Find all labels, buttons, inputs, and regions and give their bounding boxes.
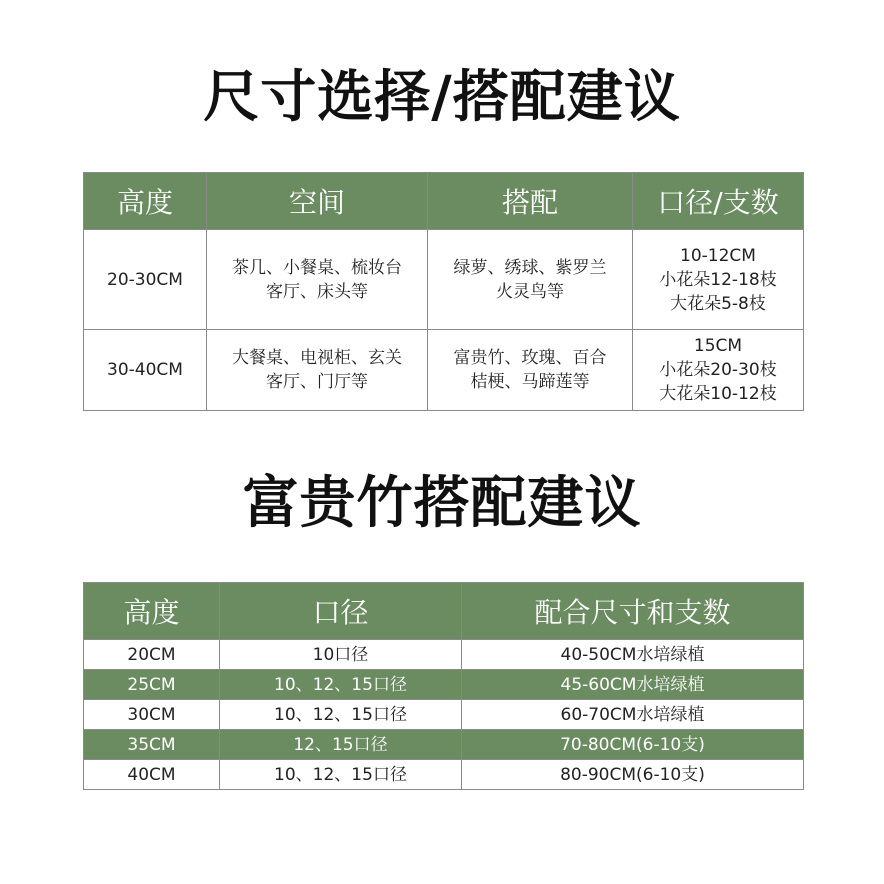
cell-spec-line: 15CM	[693, 336, 743, 356]
header-caliber-count: 口径/支数	[633, 173, 804, 230]
cell-space-line: 大餐桌、电视柜、玄关	[232, 348, 402, 368]
cell-match-line: 桔梗、马蹄莲等	[470, 372, 590, 392]
cell-space-line: 茶几、小餐桌、梳妆台	[232, 257, 402, 278]
cell-height: 30CM	[84, 700, 220, 730]
cell-height: 40CM	[84, 760, 220, 790]
cell-match	[428, 330, 633, 411]
cell-spec-line: 大花朵5-8枝	[670, 293, 766, 314]
cell-match-line: 火灵鸟等	[496, 281, 564, 302]
table-row	[84, 730, 804, 760]
cell-match-line: 绿萝、绣球、紫罗兰	[453, 257, 607, 278]
table-row	[84, 230, 804, 330]
cell-caliber: 10口径	[220, 640, 462, 670]
table-row	[84, 330, 804, 411]
cell-height: 25CM	[84, 670, 220, 700]
cell-space-line: 客厅、门厅等	[266, 372, 368, 392]
table-row	[84, 760, 804, 790]
cell-caliber: 10、12、15口径	[220, 700, 462, 730]
header-height: 高度	[84, 173, 207, 230]
cell-spec-line: 10-12CM	[680, 245, 756, 266]
table-row	[84, 670, 804, 700]
cell-spec-line: 小花朵20-30枝	[659, 360, 777, 380]
header-space: 空间	[207, 173, 428, 230]
size-selection-table	[83, 172, 804, 411]
header-match: 搭配	[428, 173, 633, 230]
cell-height: 20CM	[84, 640, 220, 670]
cell-height: 20-30CM	[84, 230, 207, 330]
bamboo-match-title: 富贵竹搭配建议	[242, 471, 642, 536]
cell-spec: 45-60CM水培绿植	[462, 670, 804, 700]
table-row	[84, 640, 804, 670]
cell-spec: 40-50CM水培绿植	[462, 640, 804, 670]
cell-match	[428, 230, 633, 330]
table-row	[84, 700, 804, 730]
table-header-row	[84, 583, 804, 640]
cell-spec-line: 小花朵12-18枝	[659, 269, 777, 290]
cell-spec: 70-80CM(6-10支)	[462, 730, 804, 760]
bamboo-match-table	[83, 582, 804, 790]
cell-height: 35CM	[84, 730, 220, 760]
cell-caliber: 10、12、15口径	[220, 760, 462, 790]
header-size-count: 配合尺寸和支数	[462, 583, 804, 640]
cell-caliber: 10、12、15口径	[220, 670, 462, 700]
size-selection-title: 尺寸选择/搭配建议	[203, 65, 681, 130]
cell-height: 30-40CM	[84, 330, 207, 411]
cell-spec	[633, 230, 804, 330]
cell-spec: 60-70CM水培绿植	[462, 700, 804, 730]
header-caliber: 口径	[220, 583, 462, 640]
cell-match-line: 富贵竹、玫瑰、百合	[453, 348, 607, 368]
cell-space-line: 客厅、床头等	[266, 281, 368, 302]
cell-spec: 80-90CM(6-10支)	[462, 760, 804, 790]
table-header-row	[84, 173, 804, 230]
cell-spec	[633, 330, 804, 411]
cell-caliber: 12、15口径	[220, 730, 462, 760]
cell-space	[207, 230, 428, 330]
header-height: 高度	[84, 583, 220, 640]
cell-spec-line: 大花朵10-12枝	[659, 384, 777, 404]
cell-space	[207, 330, 428, 411]
